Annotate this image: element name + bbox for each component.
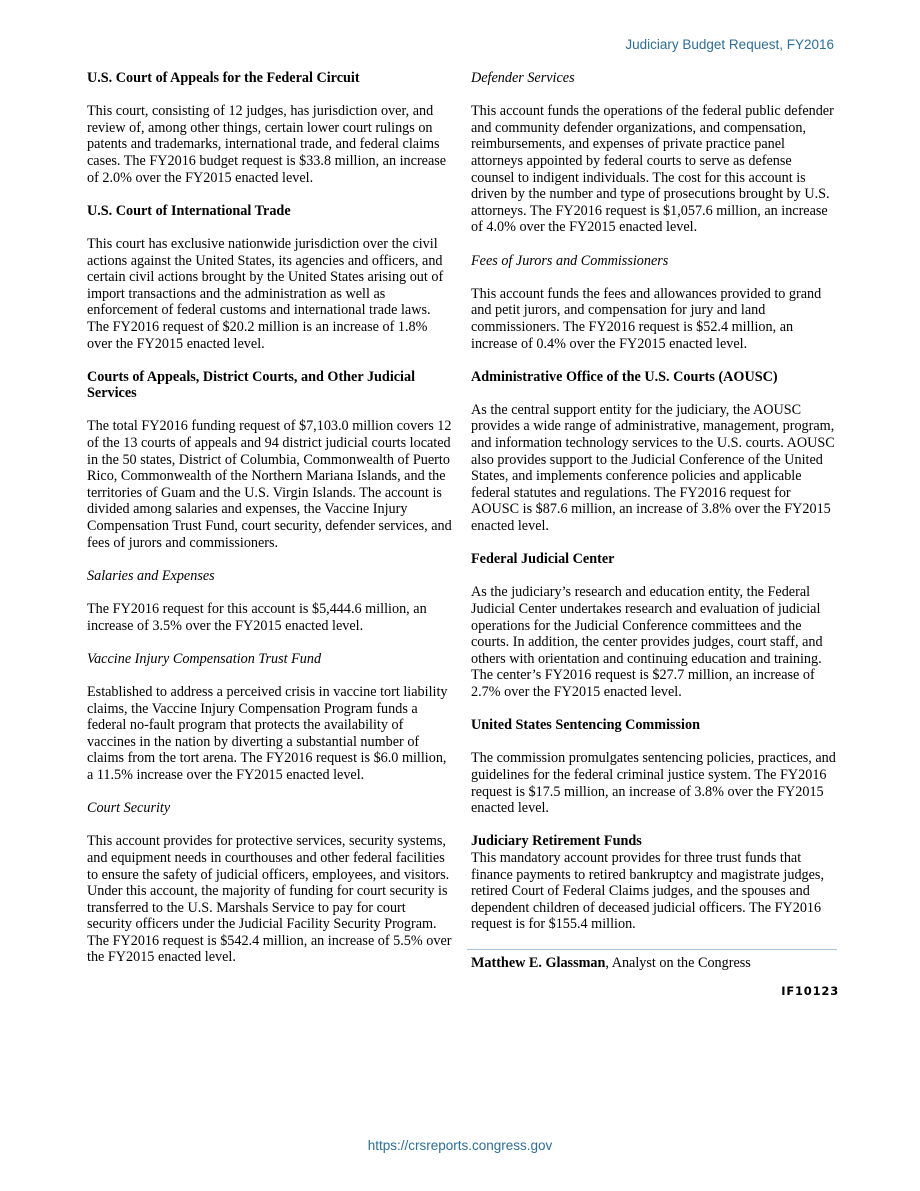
left-column — [87, 70, 453, 983]
section-body-retirement: This mandatory account provides for three trust funds that finance payments to retired bankruptcy and magistrate judges, retired Court of Federal Claims judges, and the spouses and dependent children of deceased judicial officers. The FY2016 request is for $155.4 million. — [471, 849, 824, 933]
section-body-courts-of-appeals: The total FY2016 funding request of $7,103.0 million covers 12 of the 13 courts of appeals and 94 district judicial courts located in the 50 states, District of Columbia, Commonwealth of Puerto Rico, Commonwealth of the Northern Mariana Islands, and the territories of Guam and the U.S. Virgin Islands. The account is divided among salaries and expenses, the Vaccine Injury Compensation Trust Fund, court security, defender services, and fees of jurors and commissioners. — [87, 418, 452, 551]
section-body-international-trade: This court has exclusive nationwide jurisdiction over the civil actions against the United States, its agencies and officers, and certain civil actions brought by the United States arising out of import transactions and the administration as well as enforcement of federal customs and international trade laws. The FY2016 request of $20.2 million is an increase of 1.8% over the FY2015 enacted level. — [87, 235, 444, 352]
subsection-body-jurors: This account funds the fees and allowances provided to grand and petit jurors, and compensation for jury and land commissioners. The FY2016 request is $52.4 million, an increase of 0.4% over the FY2015 enacted level. — [471, 285, 822, 352]
report-id: IF10123 — [781, 984, 839, 999]
section-body-aousc: As the central support entity for the judiciary, the AOUSC provides a wide range of administrative, management, program, and information technology services to the U.S. courts. AOUSC also provides support to the Judicial Conference of the United States, and implements conference policies and applicable federal statutes and regulations. The FY2016 request for AOUSC is $87.6 million, an increase of 3.8% over the FY2015 enacted level. — [471, 401, 835, 535]
section-heading-sentencing: United States Sentencing Commission — [471, 717, 700, 734]
subsection-heading-salaries: Salaries and Expenses — [87, 567, 215, 584]
right-column — [471, 70, 837, 1000]
subsection-heading-jurors: Fees of Jurors and Commissioners — [471, 252, 669, 269]
section-heading-aousc: Administrative Office of the U.S. Courts (AOUSC) — [471, 368, 778, 385]
section-body-federal-circuit: This court, consisting of 12 judges, has jurisdiction over, and review of, among other things, certain lower court rulings on patents and trademarks, international trade, and federal claims cases. The FY2016 budget request is $33.8 million, an increase of 2.0% over the FY2015 enacted level. — [87, 103, 447, 186]
section-heading-fjc: Federal Judicial Center — [471, 551, 615, 568]
footer-url-link[interactable]: https://crsreports.congress.gov — [367, 1138, 553, 1153]
author-divider — [467, 949, 837, 950]
subsection-body-court-security: This account provides for protective services, security systems, and equipment needs in courthouses and other federal facilities to ensure the safety of judicial officers, employees, and visitors. Under this account, the majority of funding for court security is transferred to the U.S. Marshals Service to pay for court security officers under the Judicial Facility Security Program. The FY2016 request is $542.4 million, an increase of 5.5% over the FY2015 enacted level. — [87, 833, 452, 966]
subsection-heading-court-security: Court Security — [87, 800, 171, 817]
section-heading-retirement: Judiciary Retirement Funds — [471, 833, 642, 850]
subsection-heading-defender: Defender Services — [471, 70, 575, 86]
section-heading-federal-circuit: U.S. Court of Appeals for the Federal Circuit — [87, 70, 360, 86]
section-heading-international-trade: U.S. Court of International Trade — [87, 202, 291, 219]
section-heading-courts-of-appeals: Courts of Appeals, District Courts, and Other Judicial Services — [87, 368, 416, 402]
section-body-sentencing: The commission promulgates sentencing policies, practices, and guidelines for the federal criminal justice system. The FY2016 request is $17.5 million, an increase of 3.8% over the FY2015 enacted level. — [471, 750, 836, 817]
author-line — [471, 955, 837, 972]
author-name: Matthew E. Glassman — [471, 955, 606, 972]
subsection-body-defender: This account funds the operations of the federal public defender and community defender organizations, and compensation, reimbursements, and expenses of private practice panel attorneys appointed by federal courts to serve as defense counsel to indigent individuals. The cost for this account is driven by the number and type of prosecutions brought by U.S. attorneys. The FY2016 request is $1,057.6 million, an increase of 4.0% over the FY2015 enacted level. — [471, 103, 834, 236]
section-body-fjc: As the judiciary’s research and education entity, the Federal Judicial Center undertakes research and evaluation of judicial operations for the Judicial Conference committees and the courts. In addition, the center provides judges, court staff, and others with orientation and continuing education and training. The center’s FY2016 request is $27.7 million, an increase of 2.7% over the FY2015 enacted level. — [471, 584, 823, 700]
subsection-body-salaries: The FY2016 request for this account is $5,444.6 million, an increase of 3.5% over the FY2015 enacted level. — [87, 601, 427, 634]
author-role: , Analyst on the Congress — [605, 955, 751, 972]
running-header-title: Judiciary Budget Request, FY2016 — [625, 37, 834, 52]
subsection-body-vaccine: Established to address a perceived crisis in vaccine tort liability claims, the Vaccine Injury Compensation Program funds a federal no-fault program that protects the availability of vaccines in the nation by diverting a substantial number of claims from the tort arena. The FY2016 request is $6.0 million, a 11.5% increase over the FY2015 enacted level. — [87, 683, 448, 783]
subsection-heading-vaccine: Vaccine Injury Compensation Trust Fund — [87, 650, 322, 667]
